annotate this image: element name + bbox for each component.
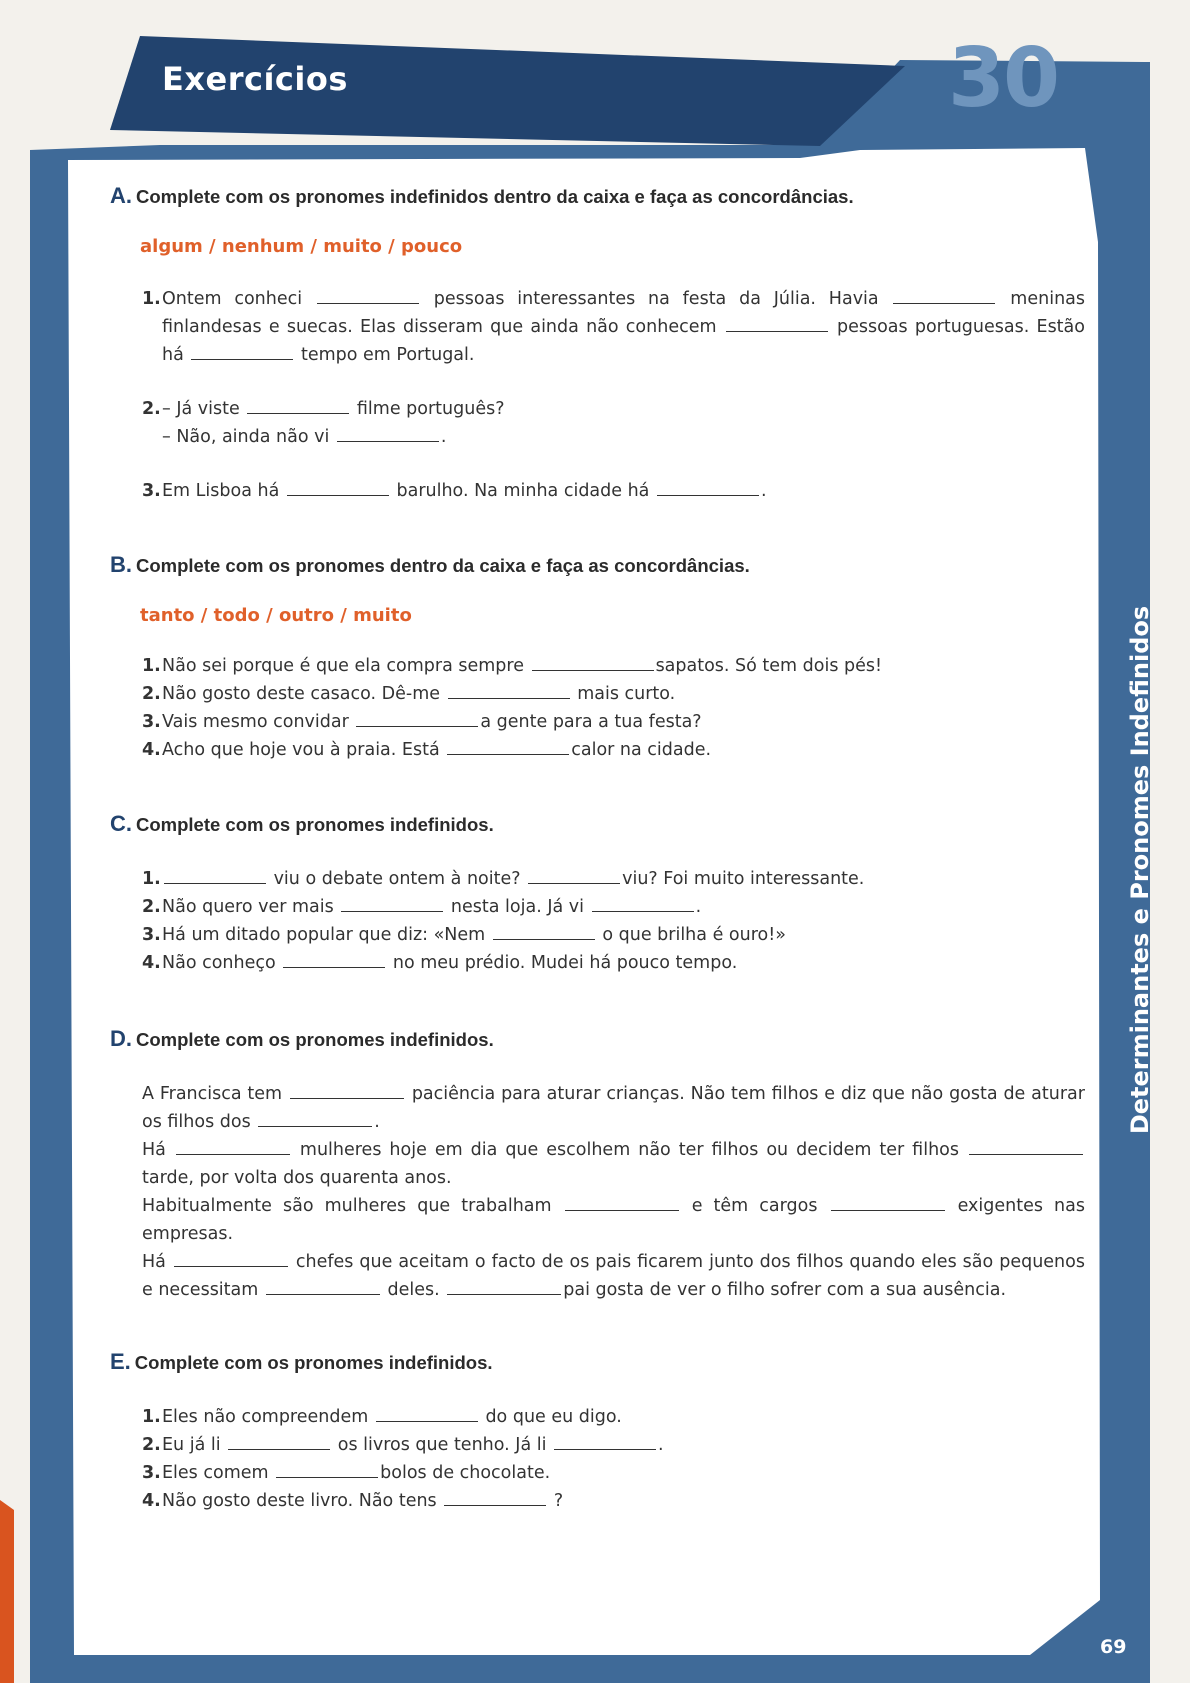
section-b [110, 551, 1085, 764]
blank-field[interactable] [444, 1487, 546, 1506]
items-a [142, 285, 1085, 505]
blank-field[interactable] [337, 423, 439, 442]
section-letter: C. [110, 811, 132, 836]
blank-field[interactable] [893, 285, 995, 304]
list-item: 3. Vais mesmo convidar a gente para a tua festa? [142, 708, 1085, 736]
unit-number: 30 [948, 31, 1059, 126]
section-d [110, 1025, 1085, 1304]
section-a-instruction: A. Complete com os pronomes indefinidos dentro da caixa e faça as concordâncias. [110, 183, 854, 208]
blank-field[interactable] [657, 477, 759, 496]
blank-field[interactable] [356, 708, 478, 727]
blank-field[interactable] [528, 865, 620, 884]
list-item: 3. Em Lisboa há barulho. Na minha cidade há . [142, 477, 1085, 505]
items-b [142, 652, 1085, 764]
list-item: 2. Eu já li os livros que tenho. Já li . [142, 1431, 1085, 1459]
blank-field[interactable] [831, 1192, 945, 1211]
blank-field[interactable] [448, 680, 570, 699]
list-item: 4. Acho que hoje vou à praia. Está calor na cidade. [142, 736, 1085, 764]
blank-field[interactable] [176, 1136, 290, 1155]
list-item: 4. Não gosto deste livro. Não tens ? [142, 1487, 1085, 1515]
items-e [142, 1403, 1085, 1515]
list-item: 3. Eles comem bolos de chocolate. [142, 1459, 1085, 1487]
blank-field[interactable] [287, 477, 389, 496]
blank-field[interactable] [276, 1459, 378, 1478]
section-letter: B. [110, 552, 132, 577]
blank-field[interactable] [592, 893, 694, 912]
blank-field[interactable] [228, 1431, 330, 1450]
items-c [142, 865, 1085, 977]
section-letter: E. [110, 1349, 131, 1374]
section-letter: A. [110, 183, 132, 208]
section-b-instruction: B. Complete com os pronomes dentro da caixa e faça as concordâncias. [110, 552, 750, 577]
blank-field[interactable] [726, 313, 828, 332]
list-item: 1. Não sei porque é que ela compra sempre sapatos. Só tem dois pés! [142, 652, 1085, 680]
blank-field[interactable] [258, 1108, 372, 1127]
list-item: 2. – Já viste filme português? – Não, ainda não vi . [142, 395, 1085, 451]
orange-edge [0, 1500, 14, 1683]
blank-field[interactable] [174, 1248, 288, 1267]
list-item: 1. Eles não compreendem do que eu digo. [142, 1403, 1085, 1431]
section-letter: D. [110, 1026, 132, 1051]
blank-field[interactable] [493, 921, 595, 940]
section-e-instruction: E. Complete com os pronomes indefinidos. [110, 1349, 493, 1374]
list-item: 2. Não gosto deste casaco. Dê-me mais curto. [142, 680, 1085, 708]
blank-field[interactable] [969, 1136, 1083, 1155]
section-d-instruction: D. Complete com os pronomes indefinidos. [110, 1026, 494, 1051]
blank-field[interactable] [247, 395, 349, 414]
paragraph-d: A Francisca tem paciência para aturar crianças. Não tem filhos e diz que não gosta de aturar os filhos dos . Há mulheres hoje em dia que escolhem não ter filhos ou decidem ter filhos tarde, por volta dos quarenta anos. Habitualmente são mulheres que trabalham e têm cargos exigentes nas empresas. Há chefes que aceitam o facto de os pais ficarem junto dos filhos quando eles são pequenos e necessitam deles. pai gosta de ver o filho sofrer com a sua ausência. [142, 1080, 1085, 1304]
list-item: 4. Não conheço no meu prédio. Mudei há pouco tempo. [142, 949, 1085, 977]
page-title: Exercícios [162, 60, 348, 98]
blank-field[interactable] [266, 1276, 380, 1295]
list-item: 1. Ontem conheci pessoas interessantes na festa da Júlia. Havia meninas finlandesas e suecas. Elas disseram que ainda não conhecem pessoas portuguesas. Estão há tempo em Portugal. [142, 285, 1085, 369]
section-c [110, 810, 1085, 977]
blank-field[interactable] [447, 736, 569, 755]
section-c-instruction: C. Complete com os pronomes indefinidos. [110, 811, 494, 836]
list-item: 2. Não quero ver mais nesta loja. Já vi . [142, 893, 1085, 921]
section-e [110, 1348, 1085, 1515]
blank-field[interactable] [554, 1431, 656, 1450]
word-box-b: tanto / todo / outro / muito [140, 605, 412, 626]
blank-field[interactable] [447, 1276, 561, 1295]
blank-field[interactable] [317, 285, 419, 304]
word-box-a: algum / nenhum / muito / pouco [140, 236, 463, 257]
exercise-content [110, 180, 1085, 1515]
blank-field[interactable] [164, 865, 266, 884]
section-a [110, 182, 1085, 505]
blank-field[interactable] [565, 1192, 679, 1211]
page-number: 69 [1100, 1636, 1127, 1658]
list-item: 1. viu o debate ontem à noite? viu? Foi muito interessante. [142, 865, 1085, 893]
side-chapter-label: Determinantes e Pronomes Indefinidos [1126, 605, 1154, 1135]
blank-field[interactable] [191, 341, 293, 360]
blank-field[interactable] [341, 893, 443, 912]
blank-field[interactable] [376, 1403, 478, 1422]
blank-field[interactable] [290, 1080, 404, 1099]
blank-field[interactable] [283, 949, 385, 968]
list-item: 3. Há um ditado popular que diz: «Nem o que brilha é ouro!» [142, 921, 1085, 949]
blank-field[interactable] [532, 652, 654, 671]
